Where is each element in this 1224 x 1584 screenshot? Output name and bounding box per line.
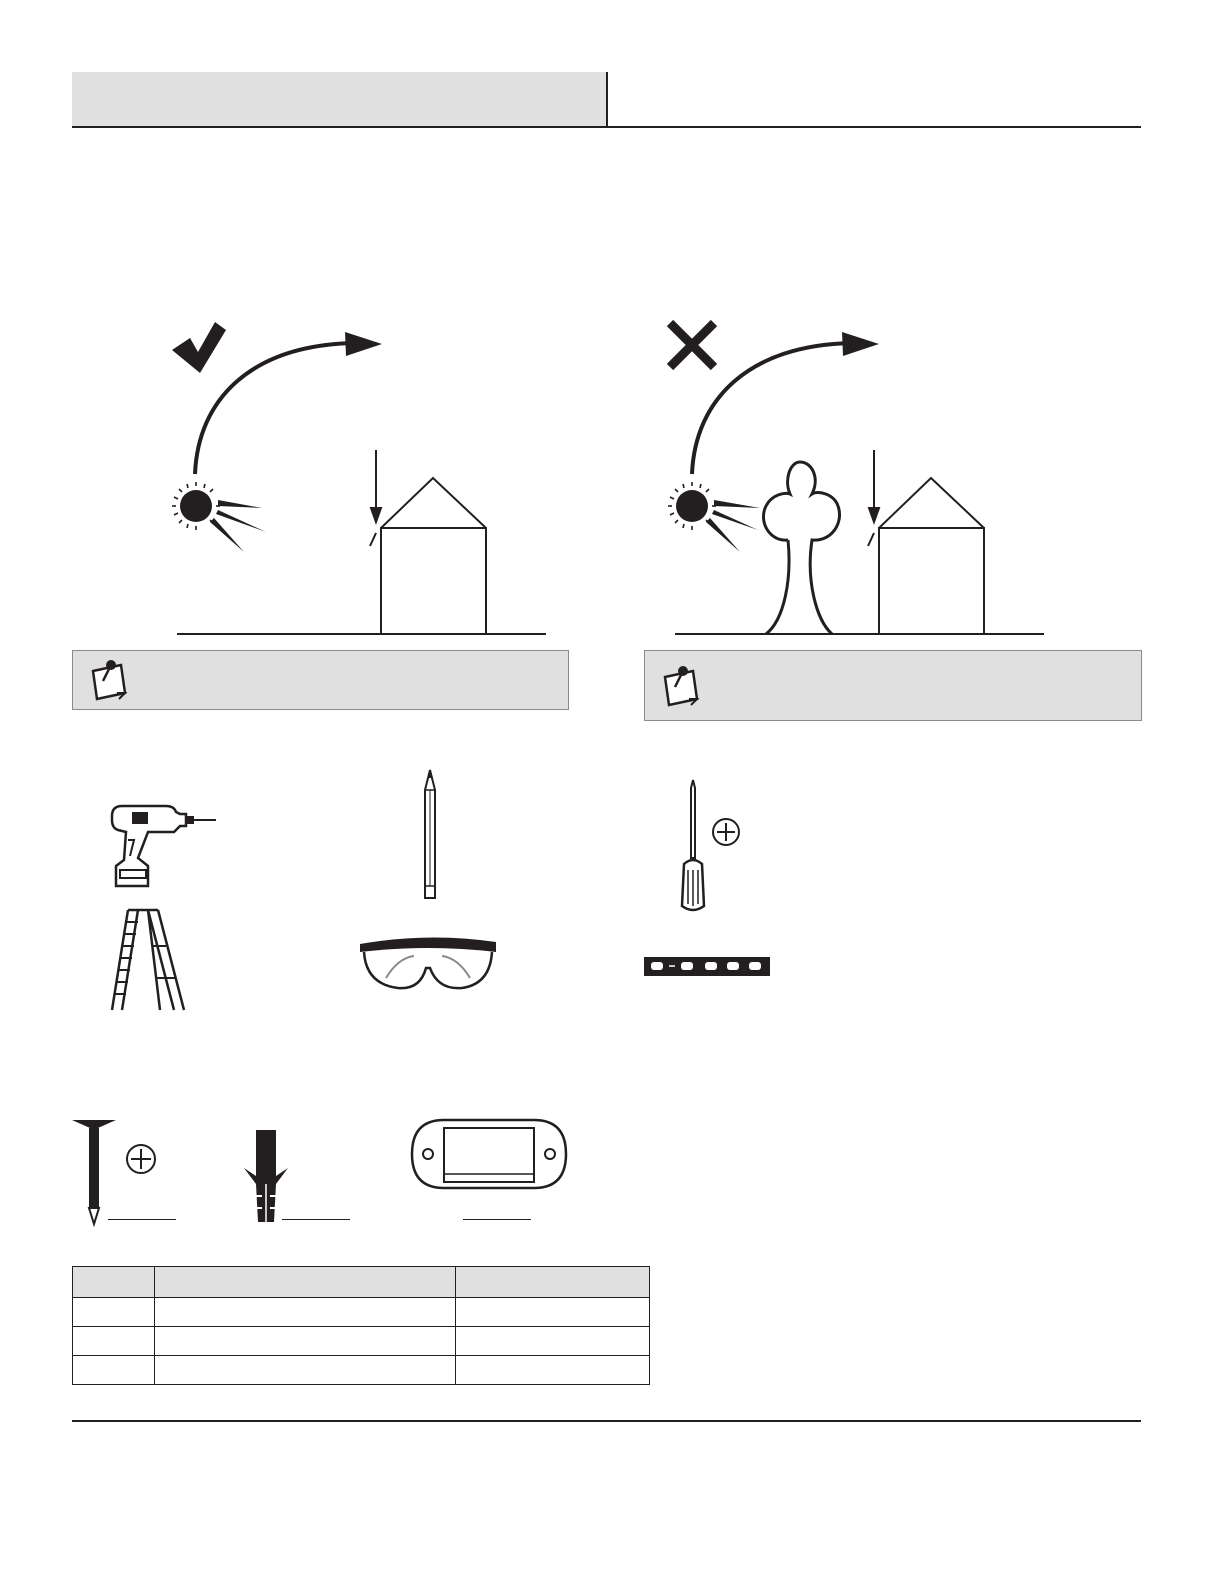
table-row	[73, 1327, 650, 1356]
table-cell	[154, 1327, 455, 1356]
hardware-table	[72, 1266, 650, 1385]
note-box	[72, 650, 569, 710]
tree-icon	[763, 462, 839, 634]
mounting-bracket-icon	[410, 1118, 568, 1190]
sun-icon	[172, 482, 266, 552]
table-cell	[456, 1356, 650, 1385]
hardware-label-line	[282, 1219, 350, 1220]
phillips-screwdriver-icon	[672, 776, 744, 914]
table-cell	[154, 1356, 455, 1385]
header-rule	[72, 126, 1141, 128]
house-icon	[879, 478, 984, 634]
table-cell	[73, 1327, 155, 1356]
table-cell	[154, 1298, 455, 1327]
correct-placement-illustration	[160, 310, 560, 640]
sun-path-arrow	[195, 332, 382, 474]
table-header-cell	[73, 1267, 155, 1298]
check-icon	[172, 322, 226, 373]
pencil-icon	[420, 768, 440, 902]
house-icon	[381, 478, 486, 634]
mounting-point-arrow	[370, 450, 381, 546]
screw-icon	[70, 1118, 162, 1228]
table-header-cell	[154, 1267, 455, 1298]
incorrect-placement-illustration	[655, 310, 1055, 640]
table-cell	[456, 1298, 650, 1327]
table-cell	[73, 1356, 155, 1385]
header-shade	[72, 72, 607, 127]
pushpin-note-icon	[659, 663, 703, 709]
hardware-label-line	[463, 1219, 531, 1220]
hardware-label-line	[108, 1219, 176, 1220]
table-cell	[456, 1327, 650, 1356]
table-row	[73, 1356, 650, 1385]
step-ladder-icon	[108, 906, 188, 1014]
wall-anchor-icon	[242, 1128, 290, 1226]
pushpin-note-icon	[87, 657, 131, 703]
table-header-row	[73, 1267, 650, 1298]
note-box	[644, 650, 1142, 721]
table-cell	[73, 1298, 155, 1327]
sun-icon	[668, 482, 760, 552]
cordless-drill-icon	[108, 800, 220, 892]
safety-glasses-icon	[358, 934, 498, 994]
footer-rule	[72, 1420, 1141, 1422]
table-row	[73, 1298, 650, 1327]
sun-path-arrow	[692, 332, 879, 474]
table-header-cell	[456, 1267, 650, 1298]
header-divider	[606, 72, 608, 128]
mounting-point-arrow	[868, 450, 879, 546]
x-icon	[670, 323, 714, 367]
level-icon	[643, 956, 771, 978]
